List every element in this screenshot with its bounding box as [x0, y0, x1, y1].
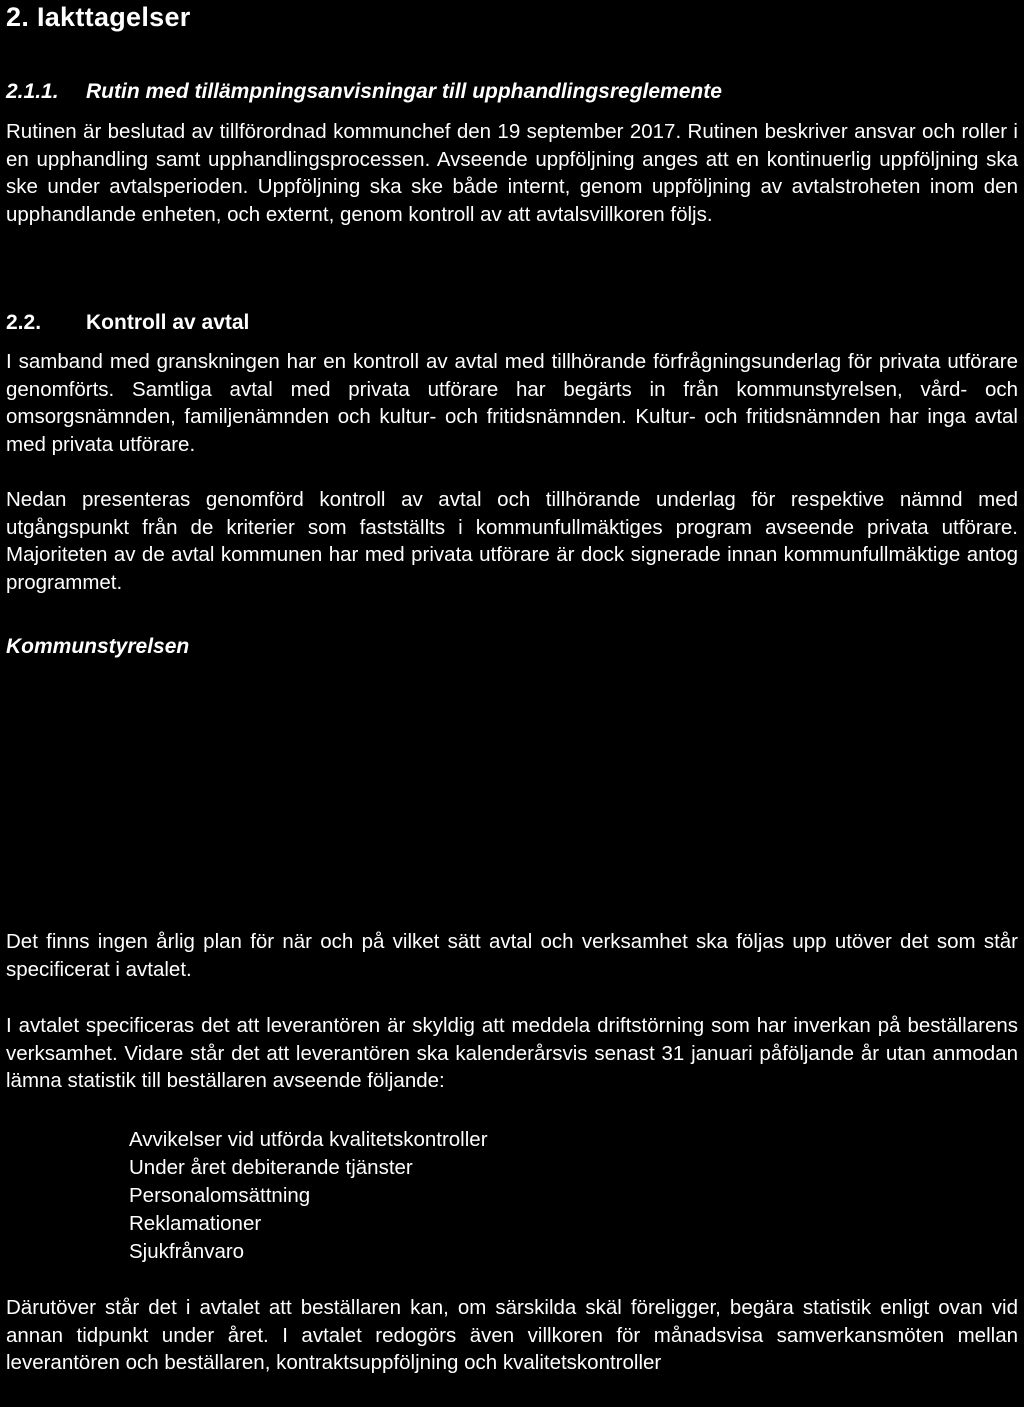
subsection-heading-2-2: [6, 311, 249, 335]
paragraph-rutin: Rutinen är beslutad av tillförordnad kommunchef den 19 september 2017. Rutinen beskriver ansvar och roller i en upphandling samt upphandlingsprocessen. Avseende uppföljning anges att en kontinuerlig uppföljning ska ske under avtalsperioden. Uppföljning ska ske både internt, genom uppföljning av avtalstroheten inom den upphandlande enheten, och externt, genom kontroll av att avtalsvillkoren följs.: [6, 120, 1018, 226]
list-item: Sjukfrånvaro: [129, 1240, 245, 1263]
list-item: Reklamationer: [129, 1212, 262, 1235]
section-heading: [6, 2, 191, 33]
list-item: Under året debiterande tjänster: [129, 1156, 413, 1179]
subsection-title: Rutin med tillämpningsanvisningar till upphandlingsreglemente: [86, 80, 722, 103]
section-title: Iakttagelser: [36, 2, 191, 32]
paragraph-avtalet: I avtalet specificeras det att leverantören är skyldig att meddela driftstörning som har inverkan på beställarens verksamhet. Vidare står det att leverantören ska kalenderårsvis senast 31 januari påföljande år utan anmodan lämna statistik till beställaren avseende följande:: [6, 1014, 1018, 1092]
statistics-list: [129, 1126, 488, 1266]
subsection-heading-2-1-1: [6, 80, 722, 104]
subsection-number: 2.1.1.: [6, 80, 59, 103]
paragraph-plan: Det finns ingen årlig plan för när och på vilket sätt avtal och verksamhet ska följas upp utöver det som står specificerat i avtalet.: [6, 930, 1018, 981]
paragraph-darutover: Därutöver står det i avtalet att beställaren kan, om särskilda skäl föreligger, begära statistik enligt ovan vid annan tidpunkt under året. I avtalet redogörs även villkoren för månadsvisa samverkansmöten mellan leverantören och beställaren, kontraktsuppföljning och kvalitetskontroller: [6, 1296, 1018, 1374]
kommunstyrelsen-heading: Kommunstyrelsen: [6, 635, 190, 658]
list-item: Avvikelser vid utförda kvalitetskontroller: [129, 1128, 488, 1151]
paragraph-kontroll-2: Nedan presenteras genomförd kontroll av avtal och tillhörande underlag för respektive nämnd med utgångspunkt från de kriterier som fastställts i kommunfullmäktiges program avseende privata utförare. Majoriteten av de avtal kommunen har med privata utförare är dock signerade innan kommunfullmäktige antog programmet.: [6, 488, 1018, 594]
subsection-title: Kontroll av avtal: [86, 311, 250, 334]
list-item: Personalomsättning: [129, 1184, 311, 1207]
section-number: 2.: [6, 2, 30, 32]
paragraph-kontroll-1: I samband med granskningen har en kontroll av avtal med tillhörande förfrågningsunderlag för privata utförare genomförts. Samtliga avtal med privata utförare har begärts in från kommunstyrelsen, vård- och omsorgsnämnden, familjenämnden och kultur- och fritidsnämnden. Kultur- och fritidsnämnden har inga avtal med privata utförare.: [6, 350, 1018, 456]
subsection-number: 2.2.: [6, 311, 42, 334]
